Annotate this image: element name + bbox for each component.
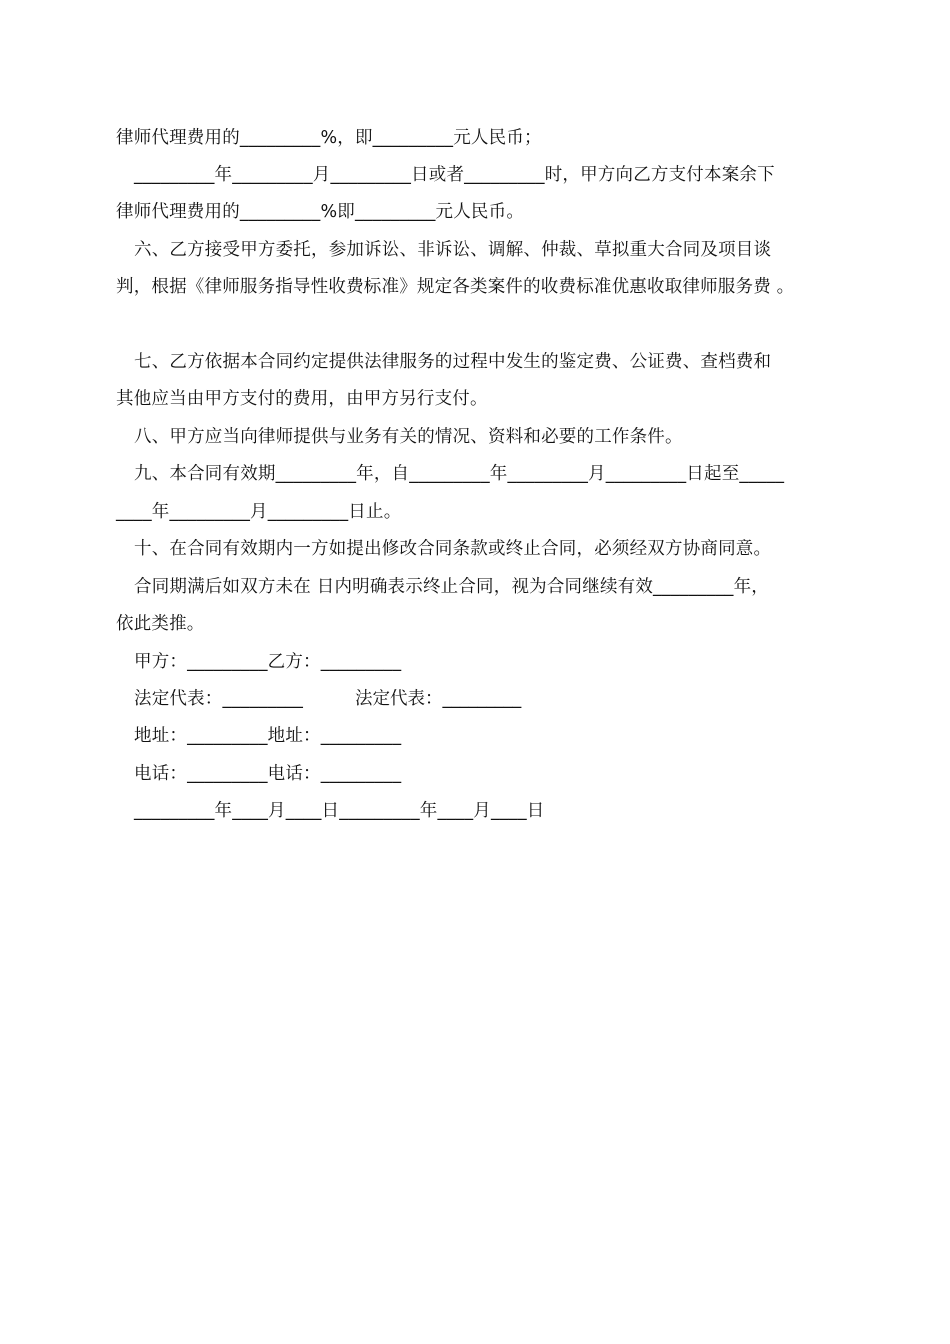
remaining-fee-line: 律师代理费用的_________%即_________元人民币。 (116, 202, 525, 222)
clause-6-line-1: 六、乙方接受甲方委托，参加诉讼、非诉讼、调解、仲裁、草拟重大合同及项目谈 (134, 240, 772, 260)
renewal-line-2: 依此类推。 (116, 614, 205, 634)
signature-parties: 甲方：_________乙方：_________ (134, 652, 402, 672)
clause-6-line-2: 判，根据《律师服务指导性收费标准》规定各类案件的收费标准优惠收取律师服务费 。 (116, 277, 795, 297)
clause-9-line-2: ____年_________月_________日止。 (116, 502, 402, 522)
signature-rep-a: 法定代表：_________ (134, 689, 304, 709)
clause-8: 八、甲方应当向律师提供与业务有关的情况、资料和必要的工作条件。 (134, 427, 683, 447)
clause-7-line-1: 七、乙方依据本合同约定提供法律服务的过程中发生的鉴定费、公证费、查档费和 (134, 352, 772, 372)
signature-address: 地址：_________地址：_________ (134, 726, 402, 746)
clause-7-line-2: 其他应当由甲方支付的费用，由甲方另行支付。 (116, 389, 488, 409)
fee-percentage-line: 律师代理费用的_________%，即_________元人民币； (116, 128, 542, 148)
signature-dates: _________年____月____日_________年____月____日 (134, 801, 545, 821)
payment-date-line: _________年_________月_________日或者_________时，甲方向乙方支付本案余下 (134, 165, 775, 185)
signature-rep-b: 法定代表：_________ (355, 689, 522, 709)
signature-phone: 电话：_________电话：_________ (134, 764, 402, 784)
clause-10: 十、在合同有效期内一方如提出修改合同条款或终止合同，必须经双方协商同意。 (134, 539, 772, 559)
clause-9-line-1: 九、本合同有效期_________年，自_________年_________月_________日起至_____ (134, 464, 785, 484)
renewal-line-1: 合同期满后如双方未在 日内明确表示终止合同，视为合同继续有效_________年， (134, 577, 770, 597)
